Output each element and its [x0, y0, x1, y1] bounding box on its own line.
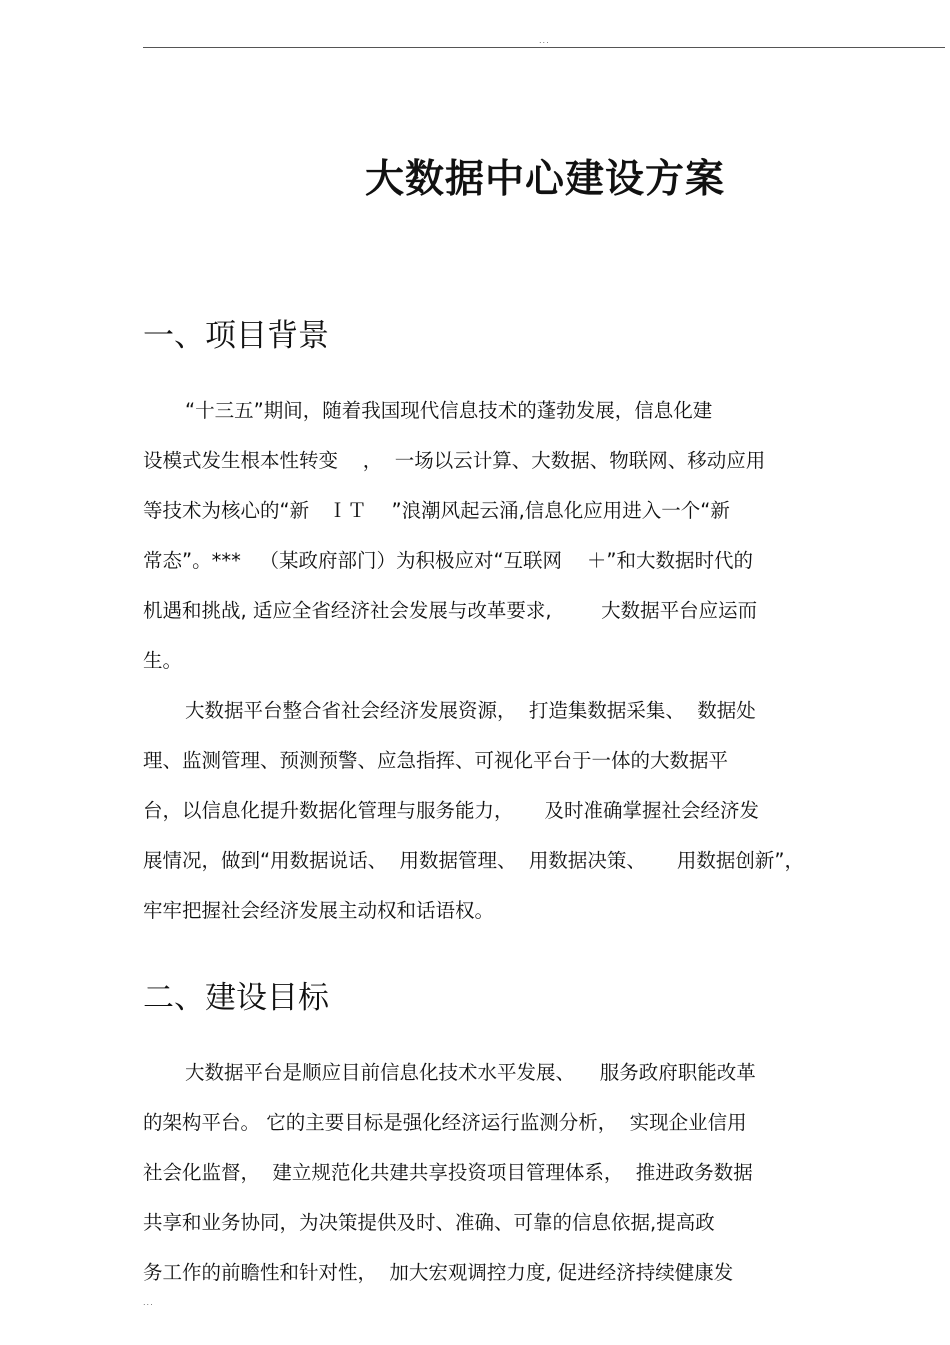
text-line: 等技术为核心的“新 ＩＴ ”浪潮风起云涌,信息化应用进入一个“新 — [143, 499, 730, 522]
document-title: 大数据中心建设方案 — [364, 157, 725, 202]
header-rule — [143, 47, 945, 48]
text-line: 常态”。*** （某政府部门）为积极应对“互联网 ＋”和大数据时代的 — [143, 549, 753, 572]
section-heading-background: 一、项目背景 — [143, 318, 329, 354]
text-line: 机遇和挑战, 适应全省经济社会发展与改革要求, 大数据平台应运而 — [143, 599, 758, 622]
footer-mark: ... — [143, 1298, 154, 1307]
text-line: 台，以信息化提升数据化管理与服务能力， 及时准确掌握社会经济发 — [143, 799, 759, 822]
text-line: 社会化监督， 建立规范化共建共享投资项目管理体系， 推进政务数据 — [143, 1161, 753, 1184]
text-line: 生。 — [143, 649, 183, 672]
text-line: 的架构平台。 它的主要目标是强化经济运行监测分析， 实现企业信用 — [143, 1111, 747, 1134]
text-line: 设模式发生根本性转变 ， 一场以云计算、大数据、物联网、移动应用 — [143, 449, 766, 472]
paragraph-goals-1 — [143, 1048, 823, 1298]
paragraph-background-1 — [143, 386, 823, 686]
text-line: 大数据平台是顺应目前信息化技术水平发展、 服务政府职能改革 — [185, 1061, 756, 1084]
text-line: 展情况，做到“用数据说话、 用数据管理、 用数据决策、 用数据创新”， — [143, 849, 804, 872]
text-line: 大数据平台整合省社会经济发展资源， 打造集数据采集、 数据处 — [185, 699, 756, 722]
text-line: 牢牢把握社会经济发展主动权和话语权。 — [143, 899, 495, 922]
section-heading-goals: 二、建设目标 — [143, 980, 329, 1016]
text-line: 务工作的前瞻性和针对性， 加大宏观调控力度, 促进经济持续健康发 — [143, 1261, 734, 1284]
header-mark: ... — [539, 36, 550, 45]
paragraph-background-2 — [143, 686, 823, 936]
text-line: 共享和业务协同，为决策提供及时、准确、可靠的信息依据,提高政 — [143, 1211, 715, 1234]
text-line: “十三五”期间，随着我国现代信息技术的蓬勃发展，信息化建 — [185, 399, 713, 422]
text-line: 理、监测管理、预测预警、应急指挥、可视化平台于一体的大数据平 — [143, 749, 729, 772]
